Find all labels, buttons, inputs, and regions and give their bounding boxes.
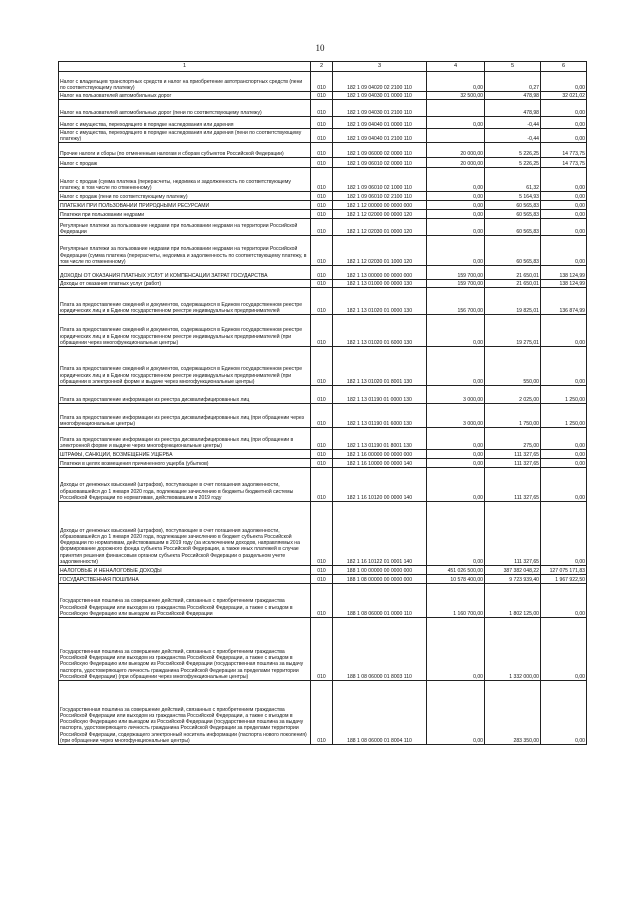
column-header: 3 <box>333 62 427 72</box>
row-line-code-cell: 010 <box>311 129 333 143</box>
row-name-cell: Налог с продаж (пени по соответствующему платежу) <box>59 192 311 201</box>
row-approved-cell: 0,00 <box>427 468 485 502</box>
row-executed-cell: 1 802 125,00 <box>485 584 541 618</box>
row-approved-cell: 0,00 <box>427 72 485 92</box>
row-budget-code-cell: 182 1 09 06010 02 2100 110 <box>333 192 427 201</box>
row-name-cell: Государственная пошлина за совершение действий, связанных с приобретением гражданства Российской Федерации или выходом из гражданства Российской Федерации, а также с въездом в Российскую Федерацию или выездом из Российской Федерации <box>59 584 311 618</box>
row-budget-code-cell: 182 1 12 00000 00 0000 000 <box>333 201 427 210</box>
row-name-cell: Плата за предоставление сведений и документов, содержащихся в Едином государственном реестре юридических лиц и в Едином государственном реестре индивидуальных предпринимателей (при обращении в электронной форме и выдаче через многофункциональные центры) <box>59 347 311 386</box>
row-budget-code-cell: 182 1 13 01000 00 0000 130 <box>333 280 427 288</box>
row-budget-code-cell: 182 1 16 10122 01 0001 140 <box>333 502 427 566</box>
row-budget-code-cell: 182 1 09 04040 01 2100 110 <box>333 129 427 143</box>
row-line-code-cell: 010 <box>311 210 333 219</box>
row-unexecuted-cell: 138 124,99 <box>541 280 587 288</box>
row-unexecuted-cell: 0,00 <box>541 450 587 459</box>
row-name-cell: Государственная пошлина за совершение действий, связанных с приобретением гражданства Российской Федерации или выходом из гражданства Российской Федерации, а также с въездом в Российскую Федерацию или выездом из Российской Федерации (государственная пошлина за выдачу паспорта, удостоверяющего личность гражданина Российской Федерации за пределами территории Российской Федерации, содержащего электронный носитель информации (паспорта нового поколения) (при обращении через многофункциональные центры) <box>59 681 311 745</box>
row-approved-cell: 1 160 700,00 <box>427 584 485 618</box>
table-row <box>59 386 587 404</box>
row-name-cell: Налог с продаж <box>59 158 311 168</box>
row-line-code-cell: 010 <box>311 219 333 236</box>
row-budget-code-cell: 188 1 08 06000 01 8004 110 <box>333 681 427 745</box>
table-row <box>59 404 587 428</box>
row-approved-cell: 0,00 <box>427 315 485 347</box>
row-budget-code-cell: 182 1 12 02030 01 0000 120 <box>333 219 427 236</box>
row-executed-cell: 550,00 <box>485 347 541 386</box>
table-row <box>59 117 587 129</box>
row-name-cell: ПЛАТЕЖИ ПРИ ПОЛЬЗОВАНИИ ПРИРОДНЫМИ РЕСУРСАМИ <box>59 201 311 210</box>
table-row <box>59 100 587 117</box>
row-budget-code-cell: 182 1 13 01020 01 8001 130 <box>333 347 427 386</box>
row-approved-cell: 0,00 <box>427 681 485 745</box>
row-budget-code-cell: 182 1 13 01190 01 0000 130 <box>333 386 427 404</box>
row-approved-cell: 0,00 <box>427 219 485 236</box>
row-line-code-cell: 010 <box>311 428 333 450</box>
row-line-code-cell: 010 <box>311 404 333 428</box>
row-name-cell: Налог на пользователей автомобильных дорог (пени по соответствующему платежу) <box>59 100 311 117</box>
row-name-cell: Государственная пошлина за совершение действий, связанных с приобретением гражданства Российской Федерации или выходом из гражданства Российской Федерации, а также с въездом в Российскую Федерацию или выездом из Российской Федерации (государственная пошлина за выдачу паспорта, удостоверяющего личность гражданина Российской Федерации за пределами территории Российской Федерации) (при обращении через многофункциональные центры) <box>59 618 311 681</box>
row-line-code-cell: 010 <box>311 575 333 584</box>
table-row <box>59 266 587 280</box>
row-line-code-cell: 010 <box>311 236 333 266</box>
row-line-code-cell: 010 <box>311 201 333 210</box>
table-row <box>59 566 587 575</box>
row-unexecuted-cell: 0,00 <box>541 117 587 129</box>
row-name-cell: Доходы от денежных взысканий (штрафов), поступающие в счет погашения задолженности, образовавшейся до 1 января 2020 года, подлежащие зачислению в бюджеты бюджетной системы Российской Федерации по нормативам, действовавшим в 2019 году <box>59 468 311 502</box>
row-approved-cell: 0,00 <box>427 201 485 210</box>
row-name-cell: Налог с имущества, переходящего в порядке наследования или дарения (пени по соответствующему платежу) <box>59 129 311 143</box>
row-approved-cell: 10 578 400,00 <box>427 575 485 584</box>
column-header: 4 <box>427 62 485 72</box>
row-name-cell: Прочие налоги и сборы (по отмененным налогам и сборам субъектов Российской Федерации) <box>59 143 311 158</box>
row-name-cell: Доходы от денежных взысканий (штрафов), поступающие в счет погашения задолженности, образовавшейся до 1 января 2020 года, подлежащие зачислению в бюджет субъекта Российской Федерации по нормативам, действовавшим в 2019 году (за исключением доходов, направляемых на формирование дорожного фонда субъекта Российской Федерации, а также иных платежей в случае принятия решения финансовым органом субъекта Российской Федерации о раздельном учете задолженности) <box>59 502 311 566</box>
row-unexecuted-cell: 0,00 <box>541 428 587 450</box>
row-unexecuted-cell: 14 773,75 <box>541 143 587 158</box>
row-approved-cell: 0,00 <box>427 502 485 566</box>
row-line-code-cell: 010 <box>311 681 333 745</box>
row-budget-code-cell: 182 1 16 00000 00 0000 000 <box>333 450 427 459</box>
row-line-code-cell: 010 <box>311 100 333 117</box>
row-name-cell: Налог с продаж (сумма платежа (перерасчеты, недоимка и задолженность по соответствующему платежу, в том числе по отмененному) <box>59 168 311 192</box>
row-unexecuted-cell: 0,00 <box>541 681 587 745</box>
row-unexecuted-cell: 136 874,99 <box>541 288 587 315</box>
row-line-code-cell: 010 <box>311 72 333 92</box>
row-unexecuted-cell: 0,00 <box>541 72 587 92</box>
row-approved-cell: 451 026 500,00 <box>427 566 485 575</box>
table-row <box>59 288 587 315</box>
row-line-code-cell: 010 <box>311 117 333 129</box>
row-executed-cell: 5 226,25 <box>485 158 541 168</box>
row-line-code-cell: 010 <box>311 143 333 158</box>
row-unexecuted-cell: 14 773,75 <box>541 158 587 168</box>
row-executed-cell: 111 327,65 <box>485 459 541 468</box>
row-line-code-cell: 010 <box>311 459 333 468</box>
table-row <box>59 201 587 210</box>
row-unexecuted-cell: 0,00 <box>541 219 587 236</box>
row-budget-code-cell: 188 1 08 06000 01 0000 110 <box>333 584 427 618</box>
row-budget-code-cell: 188 1 08 06000 01 8003 110 <box>333 618 427 681</box>
row-executed-cell: 283 350,00 <box>485 681 541 745</box>
row-executed-cell: 387 382 048,22 <box>485 566 541 575</box>
row-budget-code-cell: 182 1 09 04030 01 2100 110 <box>333 100 427 117</box>
row-name-cell: Налог на пользователей автомобильных дорог <box>59 92 311 100</box>
row-budget-code-cell: 182 1 13 01020 01 6000 130 <box>333 315 427 347</box>
table-row <box>59 347 587 386</box>
row-line-code-cell: 010 <box>311 168 333 192</box>
row-line-code-cell: 010 <box>311 468 333 502</box>
table-row <box>59 315 587 347</box>
row-name-cell: Доходы от оказания платных услуг (работ) <box>59 280 311 288</box>
row-name-cell: Регулярные платежи за пользование недрами при пользовании недрами на территории Российской Федерации (сумма платежа (перерасчеты, недоимка и задолженность по соответствующему платежу, в том числе по отмененному) <box>59 236 311 266</box>
row-name-cell: НАЛОГОВЫЕ И НЕНАЛОГОВЫЕ ДОХОДЫ <box>59 566 311 575</box>
row-executed-cell: 111 327,65 <box>485 468 541 502</box>
row-name-cell: Плата за предоставление информации из реестра дисквалифицированных лиц (при обращении в электронной форме и выдаче через многофункциональные центры) <box>59 428 311 450</box>
table-row <box>59 72 587 92</box>
row-approved-cell: 156 700,00 <box>427 288 485 315</box>
row-unexecuted-cell: 32 021,02 <box>541 92 587 100</box>
row-unexecuted-cell: 0,00 <box>541 315 587 347</box>
row-approved-cell: 159 700,00 <box>427 280 485 288</box>
row-name-cell: ШТРАФЫ, САНКЦИИ, ВОЗМЕЩЕНИЕ УЩЕРБА <box>59 450 311 459</box>
row-executed-cell: 60 565,83 <box>485 219 541 236</box>
row-executed-cell: 19 825,01 <box>485 288 541 315</box>
row-approved-cell: 20 000,00 <box>427 143 485 158</box>
row-executed-cell: 111 327,65 <box>485 450 541 459</box>
row-line-code-cell: 010 <box>311 347 333 386</box>
row-name-cell: Плата за предоставление сведений и документов, содержащихся в Едином государственном реестре юридических лиц и в Едином государственном реестре индивидуальных предпринимателей <box>59 288 311 315</box>
row-unexecuted-cell: 0,00 <box>541 584 587 618</box>
row-name-cell: Плата за предоставление информации из реестра дисквалифицированных лиц (при обращении через многофункциональные центры) <box>59 404 311 428</box>
row-executed-cell: 275,00 <box>485 428 541 450</box>
table-row <box>59 459 587 468</box>
row-approved-cell: 0,00 <box>427 210 485 219</box>
row-unexecuted-cell: 1 967 922,50 <box>541 575 587 584</box>
table-row <box>59 210 587 219</box>
row-executed-cell: 61,32 <box>485 168 541 192</box>
table-row <box>59 129 587 143</box>
row-approved-cell: 0,00 <box>427 236 485 266</box>
row-budget-code-cell: 182 1 09 04030 01 0000 110 <box>333 92 427 100</box>
table-row <box>59 468 587 502</box>
row-budget-code-cell: 182 1 09 06010 02 1000 110 <box>333 168 427 192</box>
row-approved-cell: 0,00 <box>427 450 485 459</box>
row-approved-cell: 0,00 <box>427 459 485 468</box>
row-executed-cell: 478,98 <box>485 100 541 117</box>
row-executed-cell: -0,44 <box>485 117 541 129</box>
row-approved-cell: 0,00 <box>427 168 485 192</box>
row-name-cell: Налог с имущества, переходящего в порядке наследования или дарения <box>59 117 311 129</box>
row-budget-code-cell: 182 1 12 02030 01 1000 120 <box>333 236 427 266</box>
table-row <box>59 168 587 192</box>
row-unexecuted-cell: 0,00 <box>541 129 587 143</box>
table-row <box>59 192 587 201</box>
row-line-code-cell: 010 <box>311 566 333 575</box>
row-approved-cell <box>427 129 485 143</box>
row-budget-code-cell: 182 1 13 01020 01 0000 130 <box>333 288 427 315</box>
row-executed-cell: 60 565,83 <box>485 210 541 219</box>
row-line-code-cell: 010 <box>311 584 333 618</box>
row-budget-code-cell: 182 1 16 10000 00 0000 140 <box>333 459 427 468</box>
row-executed-cell: 111 327,65 <box>485 502 541 566</box>
row-executed-cell: 1 332 000,00 <box>485 618 541 681</box>
row-budget-code-cell: 188 1 00 00000 00 0000 000 <box>333 566 427 575</box>
row-unexecuted-cell: 0,00 <box>541 192 587 201</box>
row-budget-code-cell: 182 1 12 02000 00 0000 120 <box>333 210 427 219</box>
row-unexecuted-cell: 0,00 <box>541 201 587 210</box>
row-executed-cell: 21 650,01 <box>485 280 541 288</box>
row-executed-cell: 5 226,25 <box>485 143 541 158</box>
row-unexecuted-cell: 0,00 <box>541 459 587 468</box>
row-line-code-cell: 010 <box>311 158 333 168</box>
row-approved-cell: 3 000,00 <box>427 404 485 428</box>
table-row <box>59 280 587 288</box>
row-line-code-cell: 010 <box>311 192 333 201</box>
row-unexecuted-cell: 138 124,99 <box>541 266 587 280</box>
row-approved-cell <box>427 100 485 117</box>
row-name-cell: Плата за предоставление информации из реестра дисквалифицированных лиц <box>59 386 311 404</box>
table-row <box>59 428 587 450</box>
row-budget-code-cell: 182 1 13 01190 01 8001 130 <box>333 428 427 450</box>
row-unexecuted-cell: 127 075 171,83 <box>541 566 587 575</box>
row-executed-cell: 19 275,01 <box>485 315 541 347</box>
row-executed-cell: 5 164,93 <box>485 192 541 201</box>
table-row <box>59 219 587 236</box>
table-row <box>59 236 587 266</box>
row-line-code-cell: 010 <box>311 502 333 566</box>
column-header: 6 <box>541 62 587 72</box>
table-row <box>59 158 587 168</box>
table-row <box>59 502 587 566</box>
row-approved-cell: 159 700,00 <box>427 266 485 280</box>
table-row <box>59 143 587 158</box>
row-budget-code-cell: 182 1 13 00000 00 0000 000 <box>333 266 427 280</box>
row-unexecuted-cell: 0,00 <box>541 502 587 566</box>
row-unexecuted-cell: 1 250,00 <box>541 386 587 404</box>
row-budget-code-cell: 182 1 09 04040 01 0000 110 <box>333 117 427 129</box>
row-approved-cell: 0,00 <box>427 117 485 129</box>
row-budget-code-cell: 182 1 09 06010 02 0000 110 <box>333 158 427 168</box>
row-approved-cell: 0,00 <box>427 618 485 681</box>
row-approved-cell: 3 000,00 <box>427 386 485 404</box>
row-name-cell: ДОХОДЫ ОТ ОКАЗАНИЯ ПЛАТНЫХ УСЛУГ И КОМПЕНСАЦИИ ЗАТРАТ ГОСУДАРСТВА <box>59 266 311 280</box>
row-unexecuted-cell: 0,00 <box>541 468 587 502</box>
row-executed-cell: 1 750,00 <box>485 404 541 428</box>
row-unexecuted-cell: 1 250,00 <box>541 404 587 428</box>
row-executed-cell: 60 565,83 <box>485 236 541 266</box>
revenue-table <box>58 61 587 745</box>
row-budget-code-cell: 182 1 13 01190 01 6000 130 <box>333 404 427 428</box>
row-name-cell: Регулярные платежи за пользование недрами при пользовании недрами на территории Российской Федерации <box>59 219 311 236</box>
row-budget-code-cell: 182 1 16 10120 00 0000 140 <box>333 468 427 502</box>
row-line-code-cell: 010 <box>311 386 333 404</box>
row-line-code-cell: 010 <box>311 280 333 288</box>
row-line-code-cell: 010 <box>311 92 333 100</box>
table-row <box>59 584 587 618</box>
row-unexecuted-cell: 0,00 <box>541 347 587 386</box>
column-header: 1 <box>59 62 311 72</box>
row-line-code-cell: 010 <box>311 618 333 681</box>
row-line-code-cell: 010 <box>311 266 333 280</box>
row-unexecuted-cell: 0,00 <box>541 618 587 681</box>
row-executed-cell: 9 723 939,40 <box>485 575 541 584</box>
column-header: 5 <box>485 62 541 72</box>
row-executed-cell: 21 650,01 <box>485 266 541 280</box>
table-row <box>59 681 587 745</box>
table-row <box>59 450 587 459</box>
row-approved-cell: 32 500,00 <box>427 92 485 100</box>
row-line-code-cell: 010 <box>311 288 333 315</box>
row-budget-code-cell: 188 1 08 00000 00 0000 000 <box>333 575 427 584</box>
row-budget-code-cell: 182 1 09 04020 02 2100 110 <box>333 72 427 92</box>
row-unexecuted-cell: 0,00 <box>541 210 587 219</box>
row-line-code-cell: 010 <box>311 315 333 347</box>
row-executed-cell: 60 565,83 <box>485 201 541 210</box>
page-number: 10 <box>315 43 325 53</box>
row-executed-cell: 2 025,00 <box>485 386 541 404</box>
row-unexecuted-cell: 0,00 <box>541 100 587 117</box>
row-approved-cell: 0,00 <box>427 428 485 450</box>
row-name-cell: Платежи в целях возмещения причиненного ущерба (убытков) <box>59 459 311 468</box>
row-name-cell: Плата за предоставление сведений и документов, содержащихся в Едином государственном реестре юридических лиц и в Едином государственном реестре индивидуальных предпринимателей (при обращении через многофункциональные центры) <box>59 315 311 347</box>
table-row <box>59 575 587 584</box>
row-unexecuted-cell: 0,00 <box>541 168 587 192</box>
row-executed-cell: -0,44 <box>485 129 541 143</box>
row-approved-cell: 0,00 <box>427 347 485 386</box>
column-header: 2 <box>311 62 333 72</box>
row-executed-cell: 0,27 <box>485 72 541 92</box>
row-name-cell: Платежи при пользовании недрами <box>59 210 311 219</box>
table-row <box>59 618 587 681</box>
row-budget-code-cell: 182 1 09 06000 02 0000 110 <box>333 143 427 158</box>
row-approved-cell: 0,00 <box>427 192 485 201</box>
table-row <box>59 92 587 100</box>
row-executed-cell: 478,98 <box>485 92 541 100</box>
row-approved-cell: 20 000,00 <box>427 158 485 168</box>
row-line-code-cell: 010 <box>311 450 333 459</box>
row-unexecuted-cell: 0,00 <box>541 236 587 266</box>
row-name-cell: ГОСУДАРСТВЕННАЯ ПОШЛИНА <box>59 575 311 584</box>
row-name-cell: Налог с владельцев транспортных средств и налог на приобретение автотранспортных средств (пени по соответствующему платежу) <box>59 72 311 92</box>
table-header-row <box>59 62 587 72</box>
